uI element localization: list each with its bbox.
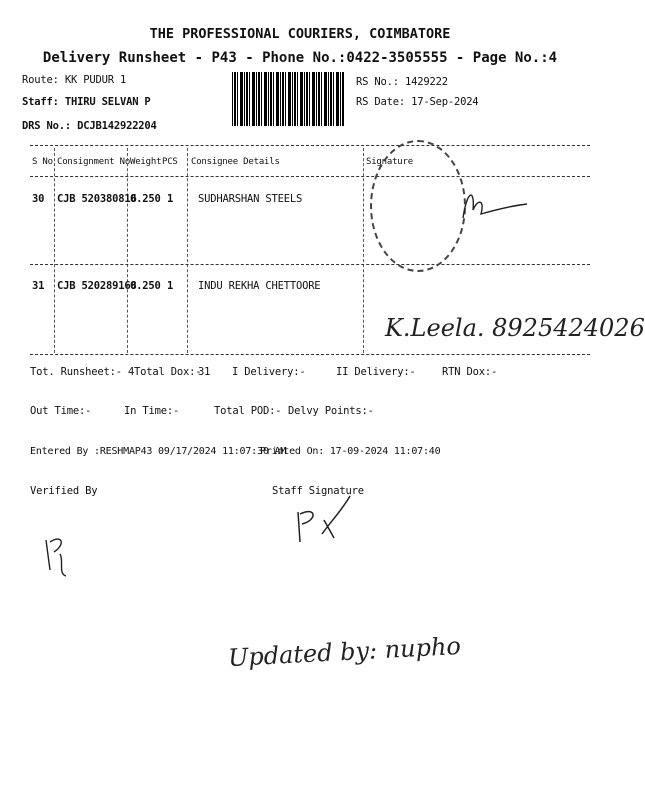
row-weight: 0.250 <box>130 280 161 292</box>
col-divider <box>363 148 364 353</box>
company-title: THE PROFESSIONAL COURIERS, COIMBATORE <box>149 26 451 42</box>
row-pcs: 1 <box>167 193 174 205</box>
delvy-points: Delvy Points:- <box>288 405 374 417</box>
col-divider <box>54 148 55 353</box>
route-label: Route: KK PUDUR 1 <box>22 74 127 86</box>
staff-label: Staff: THIRU SELVAN P <box>22 96 151 108</box>
runsheet-subtitle: Delivery Runsheet - P43 - Phone No.:0422-3505555 - Page No.:4 <box>42 50 558 66</box>
printed-on: Printed On: 17-09-2024 11:07:40 <box>260 446 441 457</box>
col-divider <box>127 148 128 353</box>
signature-row30 <box>455 180 535 230</box>
table-header-divider <box>30 176 590 177</box>
row-pcs: 1 <box>167 280 174 292</box>
table-bottom-divider <box>30 354 590 355</box>
verified-by-label: Verified By <box>30 485 98 497</box>
total-pod: Total POD:- <box>214 405 282 417</box>
handwritten-receiver-note: K.Leela. 8925424026 <box>385 314 645 342</box>
row-consignee: INDU REKHA CHETTOORE <box>198 280 321 292</box>
row-consignment: CJB 520289168 <box>57 280 137 292</box>
row-sno: 31 <box>32 280 45 292</box>
rs-number: RS No.: 1429222 <box>356 76 448 88</box>
rtn-dox: RTN Dox:- <box>442 366 498 378</box>
i-delivery: I Delivery:- <box>232 366 306 378</box>
barcode-image <box>232 72 344 126</box>
table-top-divider <box>30 145 590 146</box>
col-divider <box>187 148 188 353</box>
staff-signature-label: Staff Signature <box>272 485 364 497</box>
entered-by: Entered By :RESHMAP43 09/17/2024 11:07:30 AM <box>30 446 287 457</box>
tot-runsheet: Tot. Runsheet:- 4 <box>30 366 135 378</box>
row-consignee: SUDHARSHAN STEELS <box>198 193 303 205</box>
row-consignment: CJB 520380816 <box>57 193 137 205</box>
rs-date: RS Date: 17-Sep-2024 <box>356 96 479 108</box>
col-header-signature: Signature <box>366 157 413 167</box>
row-sno: 30 <box>32 193 45 205</box>
out-time: Out Time:- <box>30 405 92 417</box>
staff-signature-mark <box>290 490 360 550</box>
col-header-consignee: Consignee Details <box>191 157 280 167</box>
total-dox-value: 31 <box>198 366 211 378</box>
drs-number: DRS No.: DCJB142922204 <box>22 120 157 132</box>
total-dox: Total Dox:- <box>134 366 202 378</box>
courier-stamp <box>370 140 466 272</box>
ii-delivery: II Delivery:- <box>336 366 416 378</box>
col-header-consignment: Consignment No <box>57 157 131 167</box>
col-header-sno: S No <box>32 157 53 167</box>
col-header-pcs: PCS <box>162 157 178 167</box>
row-weight: 0.250 <box>130 193 161 205</box>
in-time: In Time:- <box>124 405 180 417</box>
col-header-weight: Weight <box>130 157 162 167</box>
verifier-signature <box>40 530 80 580</box>
updated-by-note: Updated by: nupho <box>227 631 462 673</box>
row-divider <box>30 264 590 265</box>
